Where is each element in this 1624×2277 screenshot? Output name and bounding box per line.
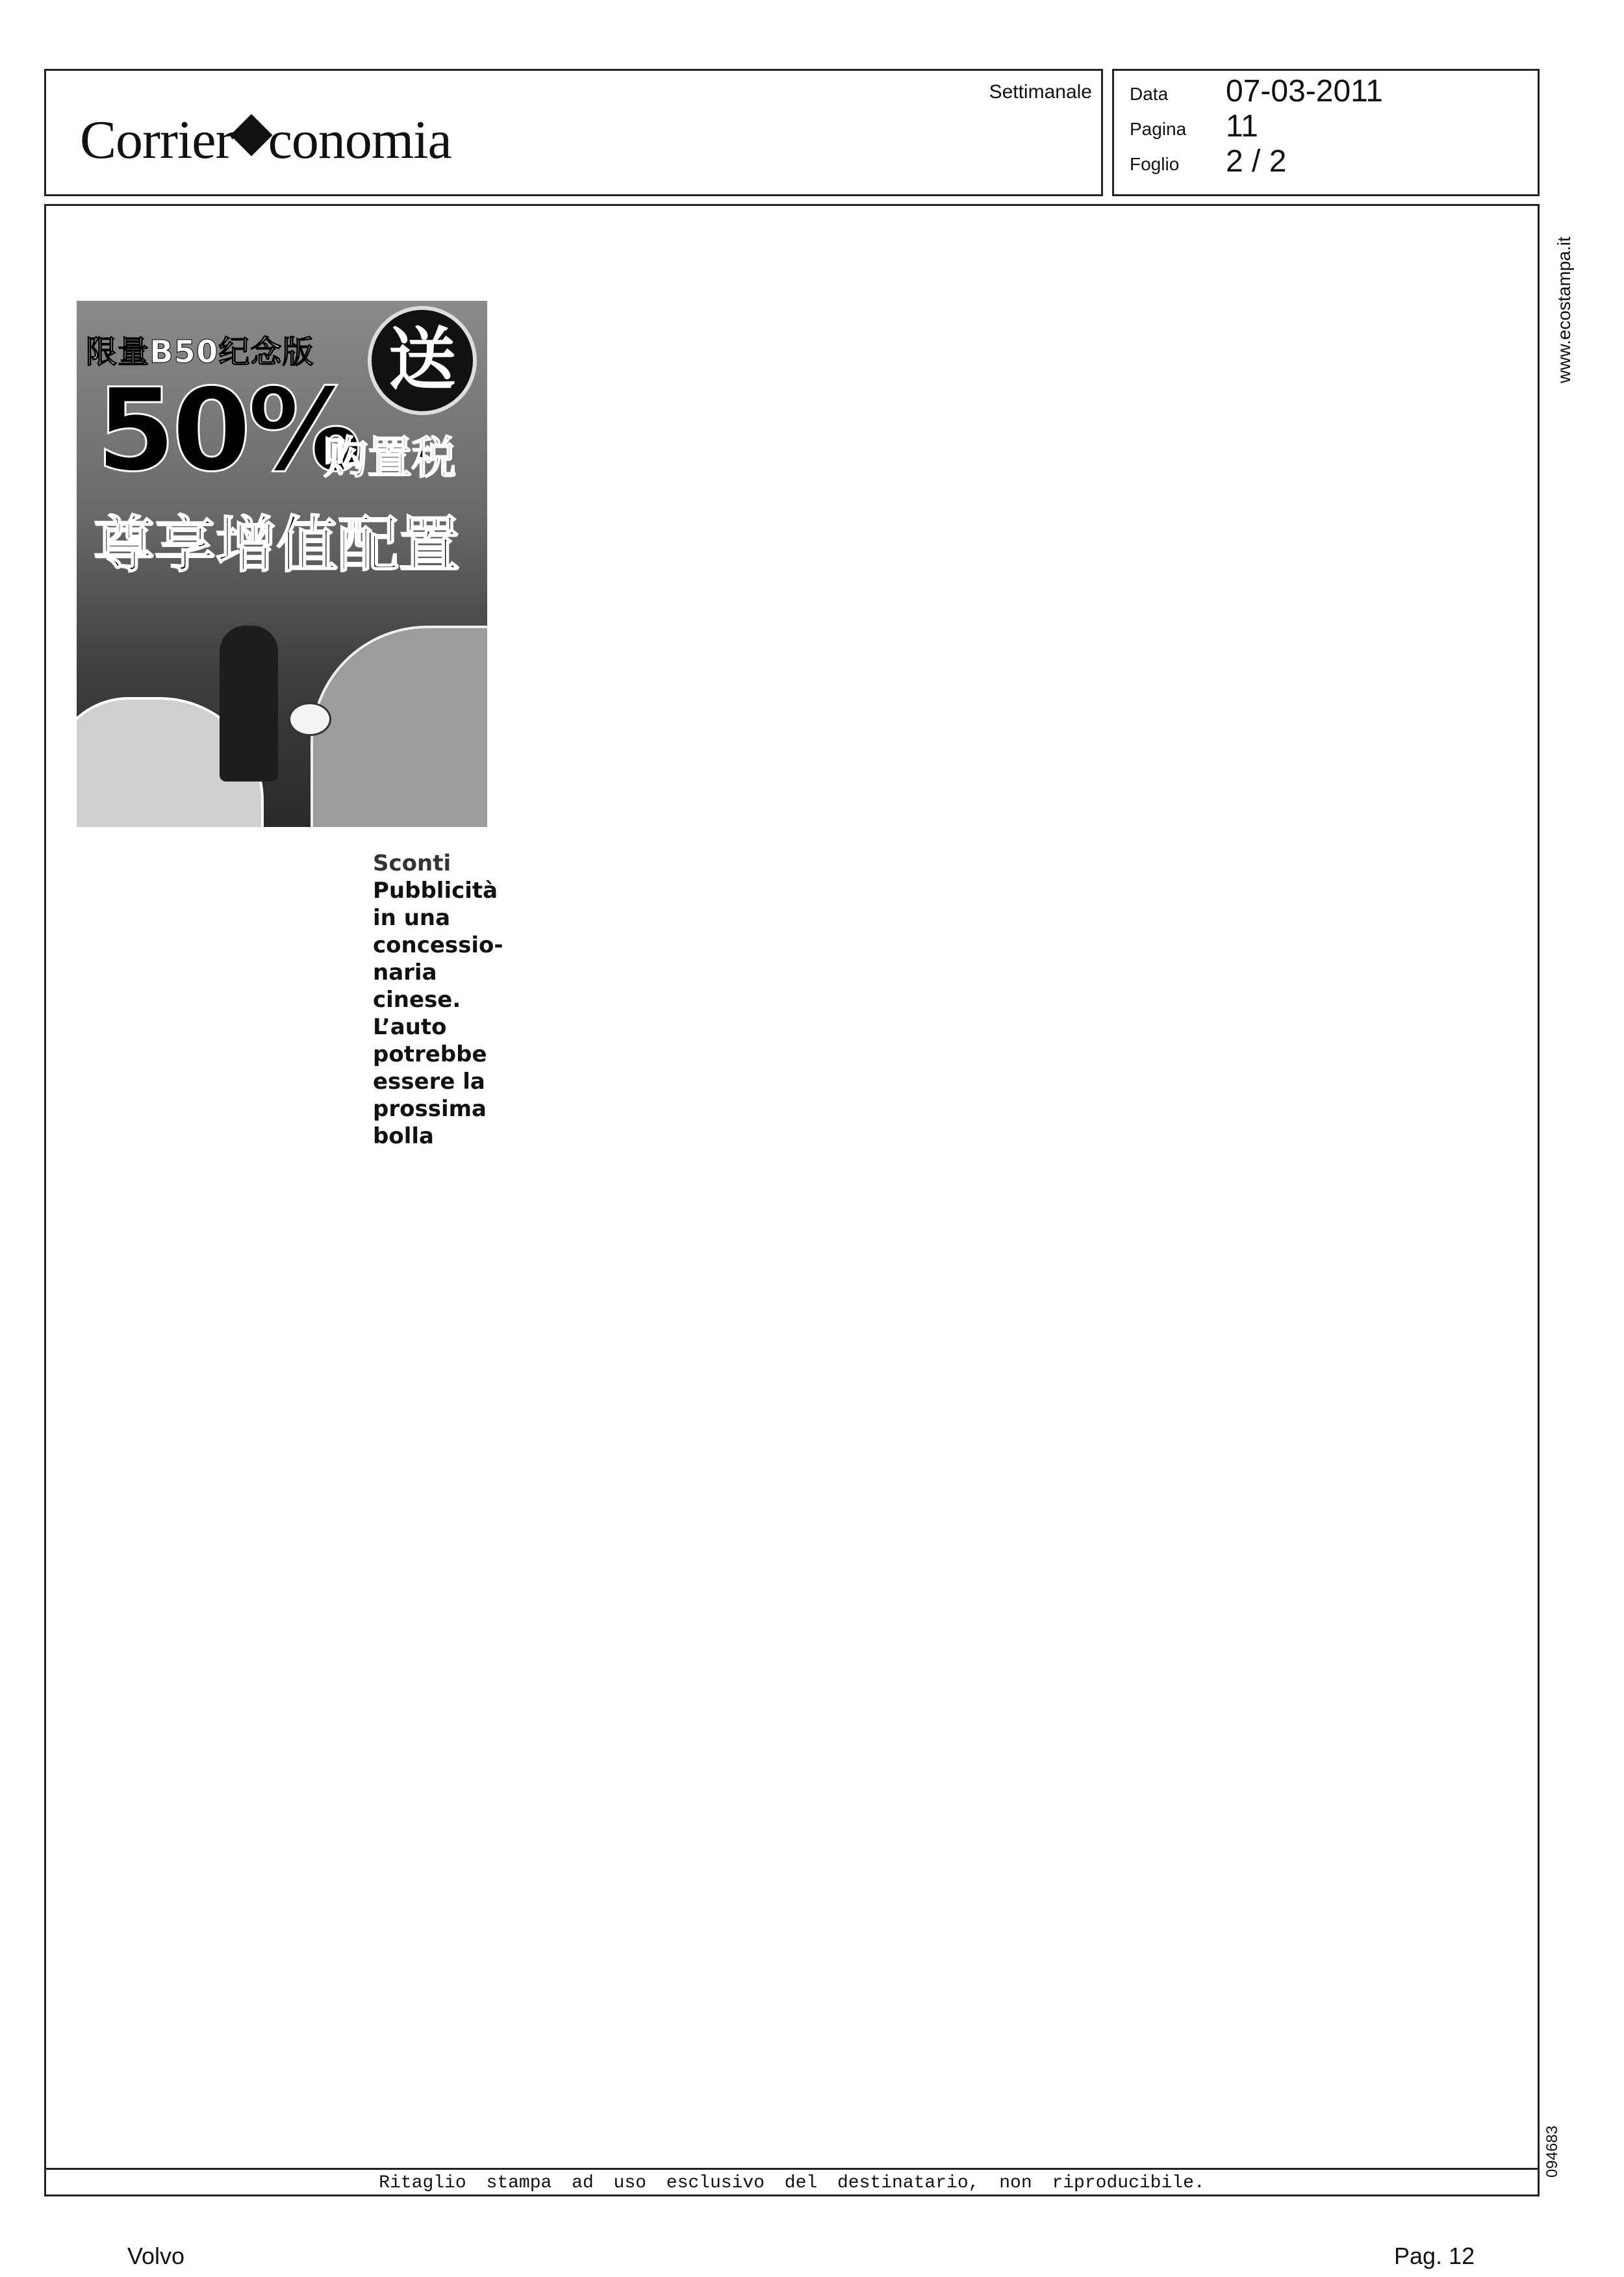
footer-client-name: Volvo — [127, 2243, 185, 2269]
metadata-box — [1112, 69, 1540, 196]
caption-line: concessio- — [373, 932, 503, 958]
disclaimer-text: Ritaglio stampa ad uso esclusivo del destinatario, non riproducibile. — [379, 2173, 1205, 2193]
photo-caption — [373, 850, 503, 1150]
caption-line: in una — [373, 905, 451, 931]
masthead-box — [44, 69, 1103, 196]
logo-text-left: Corrier — [80, 110, 233, 170]
caption-line: Pubblicità — [373, 878, 498, 904]
caption-line: bolla — [373, 1123, 434, 1149]
caption-line: essere la — [373, 1069, 485, 1095]
ad-percent: 50% — [96, 364, 359, 497]
caption-line: potrebbe — [373, 1041, 487, 1067]
advertisement-photo — [77, 301, 487, 827]
caption-line: naria — [373, 960, 437, 986]
periodicity-label: Settimanale — [989, 81, 1092, 103]
footer-page-number: Pag. 12 — [1394, 2243, 1475, 2269]
meta-value-date: 07-03-2011 — [1226, 74, 1383, 108]
car-right-shape — [311, 626, 487, 827]
ad-bonus-text: 尊享增值配置 — [94, 510, 461, 581]
caption-line: prossima — [373, 1096, 487, 1122]
ad-tax-text: 购置税 — [324, 433, 457, 484]
publication-logo — [80, 108, 451, 172]
footer-divider — [46, 2168, 1538, 2170]
meta-label-data: Data — [1130, 84, 1169, 104]
side-url: www.ecostampa.it — [1554, 236, 1574, 383]
car-mirror-shape — [288, 702, 331, 736]
meta-value-sheet: 2 / 2 — [1226, 144, 1287, 179]
logo-text-right: conomia — [268, 110, 451, 170]
logo-diamond-icon — [233, 110, 268, 164]
caption-line: cinese. — [373, 987, 461, 1013]
meta-value-page: 11 — [1226, 109, 1258, 144]
meta-label-foglio: Foglio — [1130, 154, 1180, 174]
meta-label-pagina: Pagina — [1130, 119, 1187, 139]
caption-kicker: Sconti — [373, 850, 451, 876]
person-silhouette — [220, 626, 278, 782]
ad-edition-text: 限量B50纪念版 — [86, 334, 314, 370]
side-code: 094683 — [1543, 2125, 1561, 2178]
caption-line: L’auto — [373, 1014, 447, 1040]
ad-badge: 送 — [368, 306, 477, 415]
